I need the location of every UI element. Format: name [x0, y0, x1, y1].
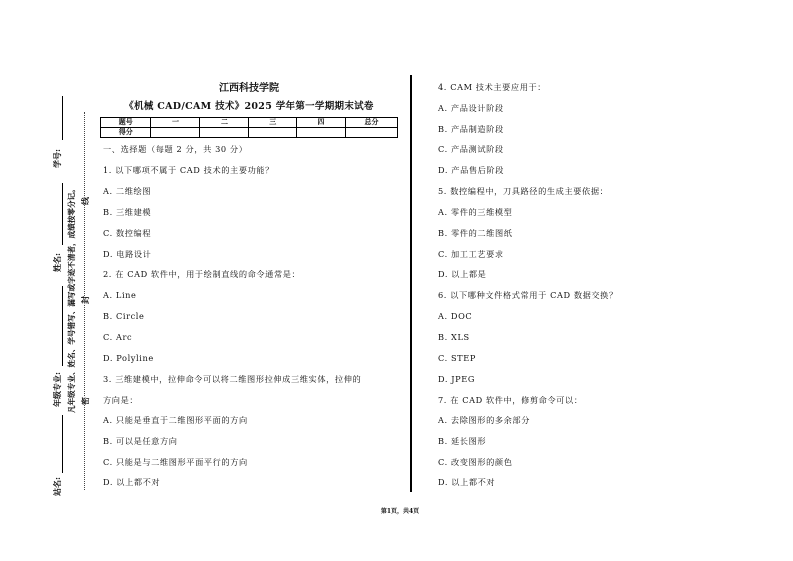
score-table	[100, 117, 398, 138]
question-stem: 1. 以下哪项不属于 CAD 技术的主要功能？	[103, 165, 274, 175]
option-b: B. 可以是任意方向	[103, 436, 178, 446]
option-a: A. 零件的三维模型	[438, 207, 513, 217]
site-label: 站名:	[52, 477, 62, 496]
option-d: D. JPEG	[438, 374, 475, 384]
seal-mark-secret: 密	[80, 397, 90, 405]
binding-notice: 凡年级专业、姓名、学号错写、漏写或字迹不清者，成绩按零分记。	[67, 185, 76, 413]
score-cell-2	[200, 128, 249, 138]
grade-major-line	[62, 286, 63, 366]
student-id-line	[62, 96, 63, 140]
page-number: 第1页，共4页	[380, 508, 420, 515]
question-stem: 7. 在 CAD 软件中，修剪命令可以：	[438, 395, 583, 405]
question-stem: 3. 三维建模中，拉伸命令可以将二维图形拉伸成三维实体，拉伸的	[103, 374, 362, 384]
question-stem: 6. 以下哪种文件格式常用于 CAD 数据交换？	[438, 290, 618, 300]
option-d: D. 以上都是	[438, 269, 487, 279]
student-id-label: 学号:	[52, 149, 62, 168]
header-cell-2: 二	[200, 118, 249, 128]
option-c: C. 加工工艺要求	[438, 249, 504, 259]
option-b: B. 产品制造阶段	[438, 124, 504, 134]
score-cell-1	[151, 128, 200, 138]
option-d: D. 以上都不对	[438, 477, 496, 487]
score-table-header-row	[101, 118, 398, 128]
option-a: A. DOC	[438, 311, 473, 321]
question-stem-continued: 方向是：	[103, 395, 139, 405]
score-cell-3	[249, 128, 297, 138]
option-c: C. 改变图形的颜色	[438, 457, 513, 467]
header-cell-3: 三	[249, 118, 297, 128]
option-b: B. XLS	[438, 332, 470, 342]
header-cell-1: 一	[151, 118, 200, 128]
school-name: 江西科技学院	[219, 83, 279, 94]
section-title: 一、选择题（每题 2 分，共 30 分）	[103, 144, 248, 154]
option-d: D. Polyline	[103, 353, 154, 363]
option-c: C. 数控编程	[103, 228, 152, 238]
name-line	[62, 183, 63, 245]
option-c: C. 只能是与二维图形平面平行的方向	[103, 457, 248, 467]
header-cell-question-no: 题号	[101, 118, 151, 128]
score-cell-4	[297, 128, 346, 138]
option-d: D. 以上都不对	[103, 477, 161, 487]
option-b: B. 三维建模	[103, 207, 152, 217]
seal-mark-line: 线	[80, 197, 90, 205]
name-label: 姓名:	[52, 253, 62, 272]
option-a: A. 产品设计阶段	[438, 103, 504, 113]
question-stem: 4. CAM 技术主要应用于：	[438, 82, 547, 92]
score-cell-total	[346, 128, 398, 138]
option-b: B. Circle	[103, 311, 145, 321]
score-table-score-row	[101, 128, 398, 138]
option-a: A. 去除图形的多余部分	[438, 415, 531, 425]
exam-title: 《机械 CAD/CAM 技术》2025 学年第一学期期末试卷	[124, 101, 374, 112]
option-b: B. 零件的二维图纸	[438, 228, 513, 238]
site-line	[62, 415, 63, 473]
option-a: A. Line	[103, 290, 137, 300]
question-stem: 5. 数控编程中，刀具路径的生成主要依据：	[438, 186, 609, 196]
header-cell-total: 总分	[346, 118, 398, 128]
seal-mark-seal: 封	[80, 296, 90, 304]
header-cell-4: 四	[297, 118, 346, 128]
option-c: C. 产品测试阶段	[438, 144, 504, 154]
option-a: A. 只能是垂直于二维图形平面的方向	[103, 415, 248, 425]
grade-major-label: 年级专业:	[52, 372, 62, 407]
option-d: D. 产品售后阶段	[438, 165, 505, 175]
option-c: C. STEP	[438, 353, 476, 363]
question-stem: 2. 在 CAD 软件中，用于绘制直线的命令通常是：	[103, 269, 301, 279]
option-b: B. 延长图形	[438, 436, 487, 446]
option-c: C. Arc	[103, 332, 133, 342]
option-d: D. 电路设计	[103, 249, 152, 259]
score-row-label: 得分	[101, 128, 151, 138]
option-a: A. 二维绘图	[103, 186, 152, 196]
column-divider	[410, 75, 412, 492]
